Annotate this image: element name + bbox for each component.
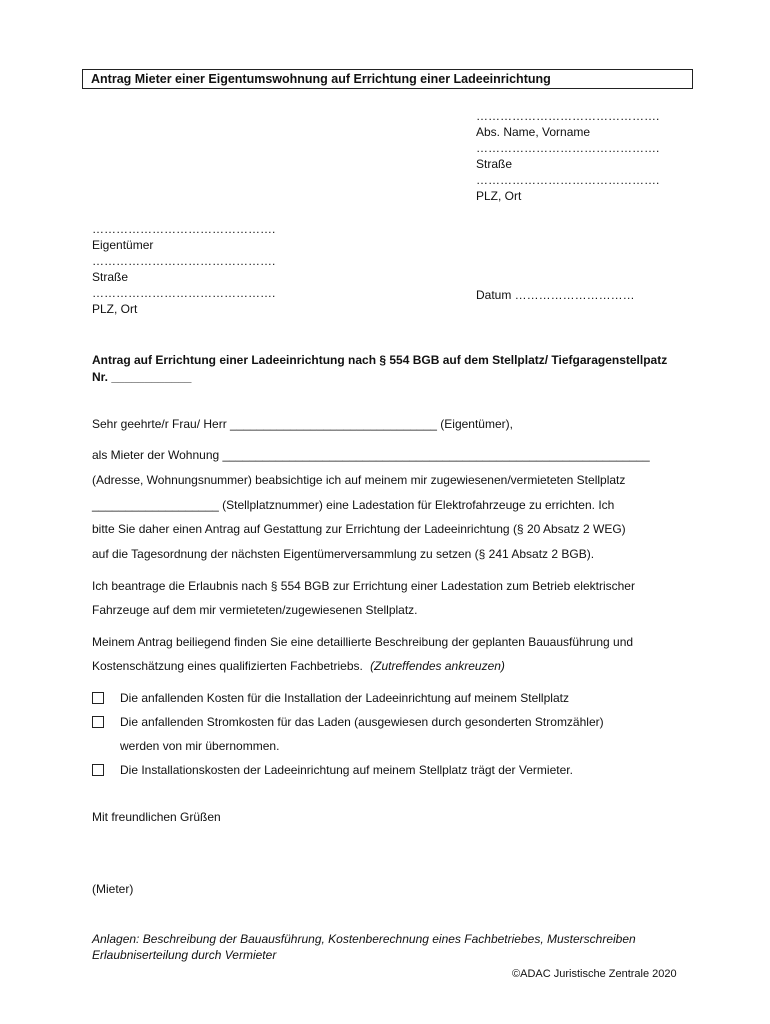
- body-p3-text: Kostenschätzung eines qualifizierten Fachbetriebs.: [92, 659, 363, 673]
- body-p2-line-2: Fahrzeuge auf dem mir vermieteten/zugewiesenen Stellplatz.: [92, 603, 418, 617]
- attachments-line-2: Erlaubniserteilung durch Vermieter: [92, 948, 277, 962]
- body-p3-instruction: (Zutreffendes ankreuzen): [370, 659, 505, 673]
- sender-street-dots[interactable]: ……………………………………….: [476, 141, 660, 155]
- body-p3-line-1: Meinem Antrag beiliegend finden Sie eine detaillierte Beschreibung der geplanten Bauausführung und: [92, 635, 634, 649]
- option-1-label: Die anfallenden Kosten für die Installation der Ladeeinrichtung auf meinem Stellplatz: [120, 691, 569, 705]
- body-p1-line-1: als Mieter der Wohnung ________________________________________________________________: [92, 448, 650, 462]
- body-p1-line-4: bitte Sie daher einen Antrag auf Gestattung zur Errichtung der Ladeeinrichtung (§ 20 Absatz 2 WEG): [92, 522, 626, 536]
- option-1-checkbox[interactable]: [92, 692, 104, 704]
- date-field[interactable]: Datum …………………………: [476, 288, 635, 302]
- recipient-owner-dots[interactable]: ……………………………………….: [92, 222, 276, 236]
- sender-city-label: PLZ, Ort: [476, 189, 522, 203]
- recipient-street-dots[interactable]: ……………………………………….: [92, 254, 276, 268]
- attachments-line-1: Anlagen: Beschreibung der Bauausführung, Kostenberechnung eines Fachbetriebes, Musterschreiben: [92, 932, 636, 946]
- body-p3-line-2: [92, 658, 505, 674]
- body-p1-line-3: ___________________ (Stellplatznummer) eine Ladestation für Elektrofahrzeuge zu errichten. Ich: [92, 498, 615, 512]
- option-2-checkbox[interactable]: [92, 716, 104, 728]
- subject-line-1: Antrag auf Errichtung einer Ladeeinrichtung nach § 554 BGB auf dem Stellplatz/ Tiefgaragenstellpatz: [92, 353, 668, 367]
- subject-line-2: Nr. ____________: [92, 370, 192, 384]
- signature-label: (Mieter): [92, 882, 134, 896]
- sender-street-label: Straße: [476, 157, 513, 171]
- recipient-owner-label: Eigentümer: [92, 238, 154, 252]
- body-p1-line-2: (Adresse, Wohnungsnummer) beabsichtige ich auf meinem mir zugewiesenen/vermieteten Stellplatz: [92, 473, 626, 487]
- salutation: Sehr geehrte/r Frau/ Herr _______________________________ (Eigentümer),: [92, 417, 513, 431]
- document-title: Antrag Mieter einer Eigentumswohnung auf Errichtung einer Ladeeinrichtung: [82, 69, 693, 89]
- option-2-label: Die anfallenden Stromkosten für das Laden (ausgewiesen durch gesonderten Stromzähler): [120, 715, 604, 729]
- recipient-city-dots[interactable]: ……………………………………….: [92, 286, 276, 300]
- option-row-1: [92, 690, 692, 706]
- option-3-label: Die Installationskosten der Ladeeinrichtung auf meinem Stellplatz trägt der Vermieter.: [120, 763, 573, 777]
- sender-name-dots[interactable]: ……………………………………….: [476, 109, 660, 123]
- body-p2-line-1: Ich beantrage die Erlaubnis nach § 554 BGB zur Errichtung einer Ladestation zum Betrieb elektrischer: [92, 579, 635, 593]
- option-3-checkbox[interactable]: [92, 764, 104, 776]
- recipient-block: [92, 221, 275, 317]
- sender-name-label: Abs. Name, Vorname: [476, 125, 591, 139]
- sender-city-dots[interactable]: ……………………………………….: [476, 173, 660, 187]
- copyright: ©ADAC Juristische Zentrale 2020: [512, 968, 677, 980]
- recipient-city-label: PLZ, Ort: [92, 302, 138, 316]
- closing: Mit freundlichen Grüßen: [92, 810, 221, 824]
- body-p1-line-5: auf die Tagesordnung der nächsten Eigentümerversammlung zu setzen (§ 241 Absatz 2 BGB).: [92, 547, 595, 561]
- option-row-3: [92, 762, 692, 778]
- option-row-2: [92, 714, 692, 730]
- sender-block: [476, 108, 659, 204]
- recipient-street-label: Straße: [92, 270, 129, 284]
- option-2-continuation: werden von mir übernommen.: [120, 739, 280, 753]
